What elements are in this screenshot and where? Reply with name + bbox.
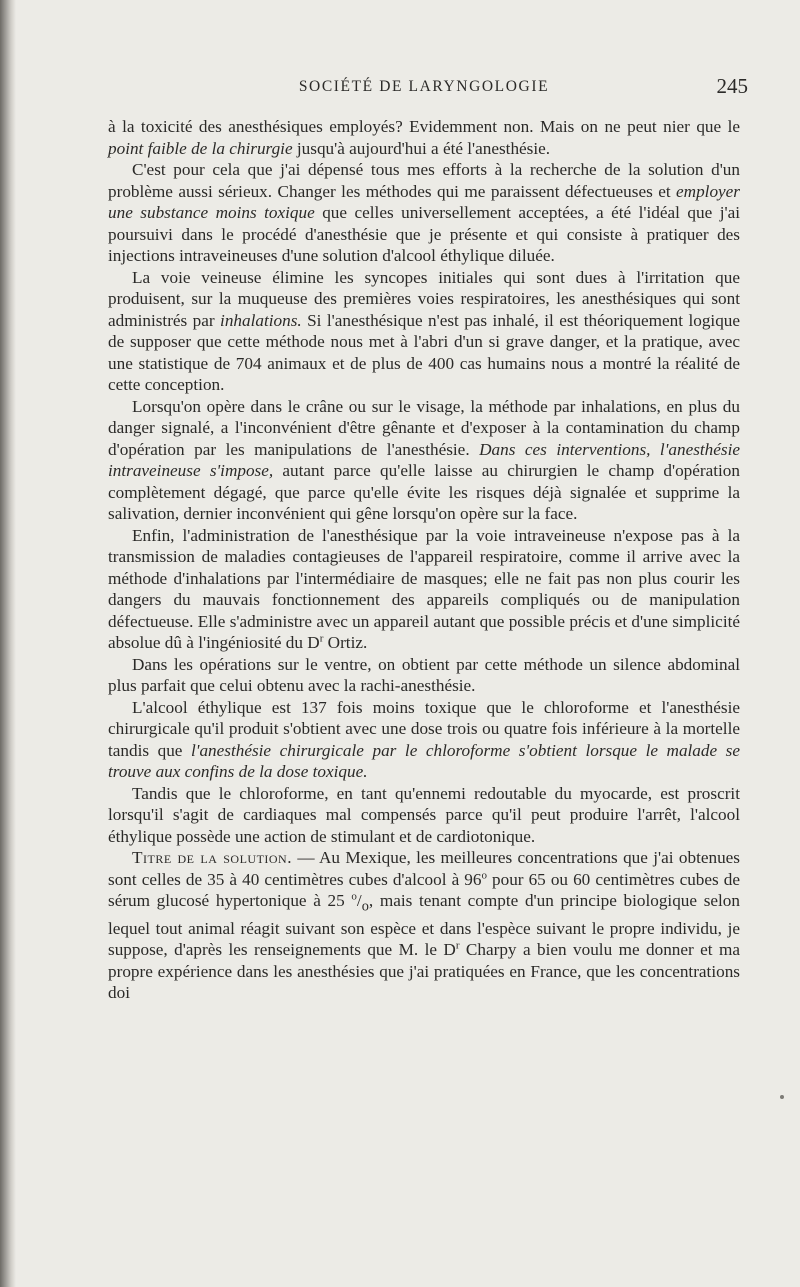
- paragraph: La voie veineuse élimine les syncopes initiales qui sont dues à l'irritation que produisent, sur la muqueuse des premières voies respiratoires, les anesthésiques qui sont administrés par inhalations. Si l'anesthésique n'est pas inhalé, il est théoriquement logique de supposer que cette méthode nous met à l'abri d'un si grave danger, et la pratique, avec une statistique de 704 animaux et de plus de 400 cas humains nous a montré la réalité de cette conception.: [108, 267, 741, 394]
- margin-mark: [780, 1095, 784, 1099]
- paragraph: C'est pour cela que j'ai dépensé tous mes efforts à la recherche de la solution d'un problème aussi sérieux. Changer les méthodes qui me paraissent défectueuses et employer une substance moins toxique que celles universellement acceptées, a été l'idéal que j'ai poursuivi dans le procédé d'anesthésie que je présente et qui consiste à pratiquer des injections intraveineuses d'une solution d'alcool éthylique diluée.: [108, 160, 740, 265]
- superscript: r: [455, 939, 460, 952]
- running-head: [108, 72, 748, 102]
- paragraph: Tandis que le chloroforme, en tant qu'ennemi redoutable du myocarde, est proscrit lorsqu'il s'agit de cardiaques mal compensés parce qu'il peut produire l'arrêt, l'alcool éthylique possède une action de stimulant et de cardiotonique.: [108, 783, 740, 846]
- emphasis: inhalations.: [220, 310, 302, 330]
- section-heading: Titre de la solution.: [132, 848, 293, 867]
- paragraph: Dans les opérations sur le ventre, on obtient par cette méthode un silence abdominal plus parfait que celui obtenu avec la rachi-anesthésie.: [108, 654, 740, 695]
- paragraph: L'alcool éthylique est 137 fois moins toxique que le chloroforme et l'anesthésie chirurgicale qu'il produit s'obtient avec une dose trois ou quatre fois inférieure à la mortelle tandis que l'anesthésie chirurgicale par le chloroforme s'obtient lorsque le malade se trouve aux confins de la dose toxique.: [108, 697, 741, 781]
- emphasis: employer une substance moins toxique: [108, 181, 740, 222]
- superscript: r: [319, 632, 324, 645]
- superscript: o: [481, 868, 487, 881]
- emphasis: Dans ces interventions, l'anesthésie intraveineuse s'impose,: [108, 439, 740, 480]
- paragraph: Lorsqu'on opère dans le crâne ou sur le visage, la méthode par inhalations, en plus du danger signalé, a l'inconvénient d'être gênante et d'exposer à la contamination du champ d'opération par les manipulations de l'anesthésie. Dans ces interventions, l'anesthésie intraveineuse s'impose, autant parce qu'elle laisse au chirurgien le champ d'opération complètement dégagé, que parce qu'elle évite les risques déjà signalée et supprime la salivation, dernier inconvénient qui gêne lorsqu'on opère sur la face.: [108, 396, 740, 523]
- page-number: 245: [716, 74, 748, 98]
- book-page: [108, 72, 748, 1004]
- paragraph: à la toxicité des anesthésiques employés? Evidemment non. Mais on ne peut nier que le point faible de la chirurgie jusqu'à aujourd'hui a été l'anesthésie.: [108, 117, 740, 158]
- paragraph: Enfin, l'administration de l'anesthésique par la voie intraveineuse n'expose pas à la transmission de maladies contagieuses de l'appareil respiratoire, comme il arrive avec la méthode d'inhalations par l'intermédiaire de masques; elle ne fait pas non plus courir les dangers du mauvais fonctionnement des appareils compliqués ou de manipulation défectueuse. Elle s'administre avec un appareil autant que possible précis et d'une simplicité absolue dû à l'ingéniosité du $D^r$ Ortiz.: [108, 525, 740, 652]
- book-binding-shadow: [0, 0, 16, 1287]
- running-title: SOCIÉTÉ DE LARYNGOLOGIE: [298, 78, 550, 95]
- subscript: o: [361, 898, 369, 915]
- emphasis: point faible de la chirurgie: [108, 138, 293, 158]
- body-text: [108, 116, 740, 1004]
- emphasis: l'anesthésie chirurgicale par le chloroforme s'obtient lorsque le malade se trouve aux confins de la dose toxique.: [108, 740, 741, 781]
- superscript: o: [351, 890, 357, 903]
- paragraph: Titre de la solution. — Au Mexique, les meilleures concentrations que j'ai obtenues sont celles de 35 à 40 centimètres cubes d'alcool à 96$^o$ pour 65 ou 60 centimètres cubes de sérum glucosé hypertonique à 25 $^o/_o$, mais tenant compte d'un principe biologique selon lequel tout animal réagit suivant son espèce et dans l'espèce suivant le propre individu, je suppose, d'après les renseignements que M. le $D^r$ Charpy a bien voulu me donner et ma propre expérience dans les anesthésies que j'ai pratiquées en France, que les concentrations doi: [108, 848, 741, 1003]
